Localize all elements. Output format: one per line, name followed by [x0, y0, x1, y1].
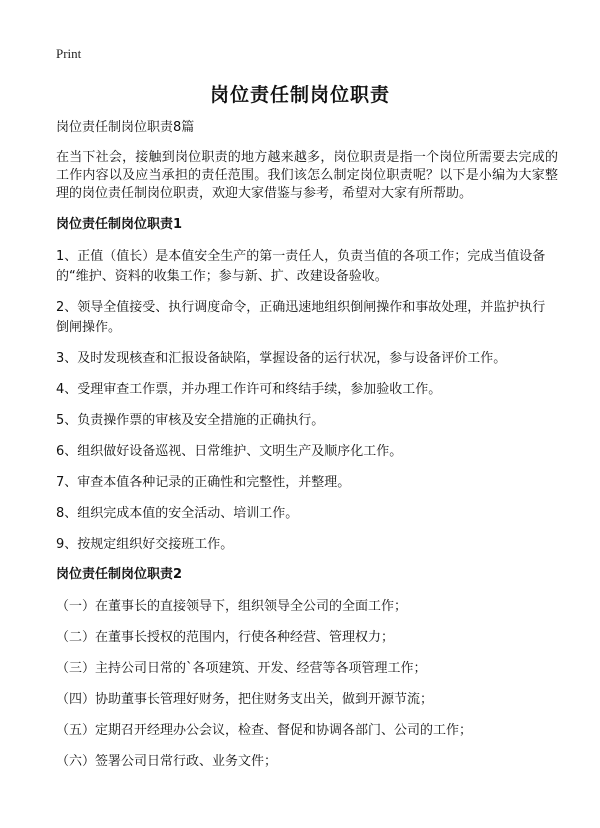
list-item: 2、领导全值接受、执行调度命令，正确迅速地组织倒闸操作和事故处理，并监护执行倒闸操作。	[56, 300, 546, 335]
list-item: 1、正值（值长）是本值安全生产的第一责任人，负责当值的各项工作；完成当值设备的“维护、资料的收集工作；参与新、扩、改建设备验收。	[56, 249, 546, 284]
list-item: （一）在董事长的直接领导下，组织领导全公司的全面工作；	[56, 599, 408, 614]
section-heading-1: 岗位责任制岗位职责1	[56, 217, 183, 232]
list-item: 7、审查本值各种记录的正确性和完整性，并整理。	[56, 475, 351, 490]
document-body	[56, 119, 558, 783]
list-item: 3、及时发现核查和汇报设备缺陷，掌握设备的运行状况，参与设备评价工作。	[56, 351, 507, 366]
document-subtitle: 岗位责任制岗位职责8篇	[56, 120, 195, 135]
list-item: （六）签署公司日常行政、业务文件；	[56, 754, 278, 769]
list-item: （五）定期召开经理办公会议，检查、督促和协调各部门、公司的工作；	[56, 723, 473, 738]
list-item: 5、负责操作票的审核及安全措施的正确执行。	[56, 413, 325, 428]
print-link[interactable]: Print	[56, 46, 82, 61]
list-item: （四）协助董事长管理好财务，把住财务支出关，做到开源节流；	[56, 692, 434, 707]
list-item: （二）在董事长授权的范围内，行使各种经营、管理权力；	[56, 630, 395, 645]
intro-paragraph: 在当下社会，接触到岗位职责的地方越来越多，岗位职责是指一个岗位所需要去完成的工作内容以及应当承担的责任范围。我们该怎么制定岗位职责呢？以下是小编为大家整理的岗位责任制岗位职责，欢迎大家借鉴与参考，希望对大家有所帮助。	[56, 150, 558, 201]
page-title: 岗位责任制岗位职责	[209, 84, 390, 106]
section-heading-2: 岗位责任制岗位职责2	[56, 567, 183, 582]
list-item: 8、组织完成本值的安全活动、培训工作。	[56, 506, 299, 521]
list-item: 6、组织做好设备巡视、日常维护、文明生产及顺序化工作。	[56, 444, 403, 459]
list-item: 4、受理审查工作票，并办理工作许可和终结手续，参加验收工作。	[56, 382, 442, 397]
list-item: 9、按规定组织好交接班工作。	[56, 537, 234, 552]
list-item: （三）主持公司日常的`各项建筑、开发、经营等各项管理工作；	[56, 661, 427, 676]
